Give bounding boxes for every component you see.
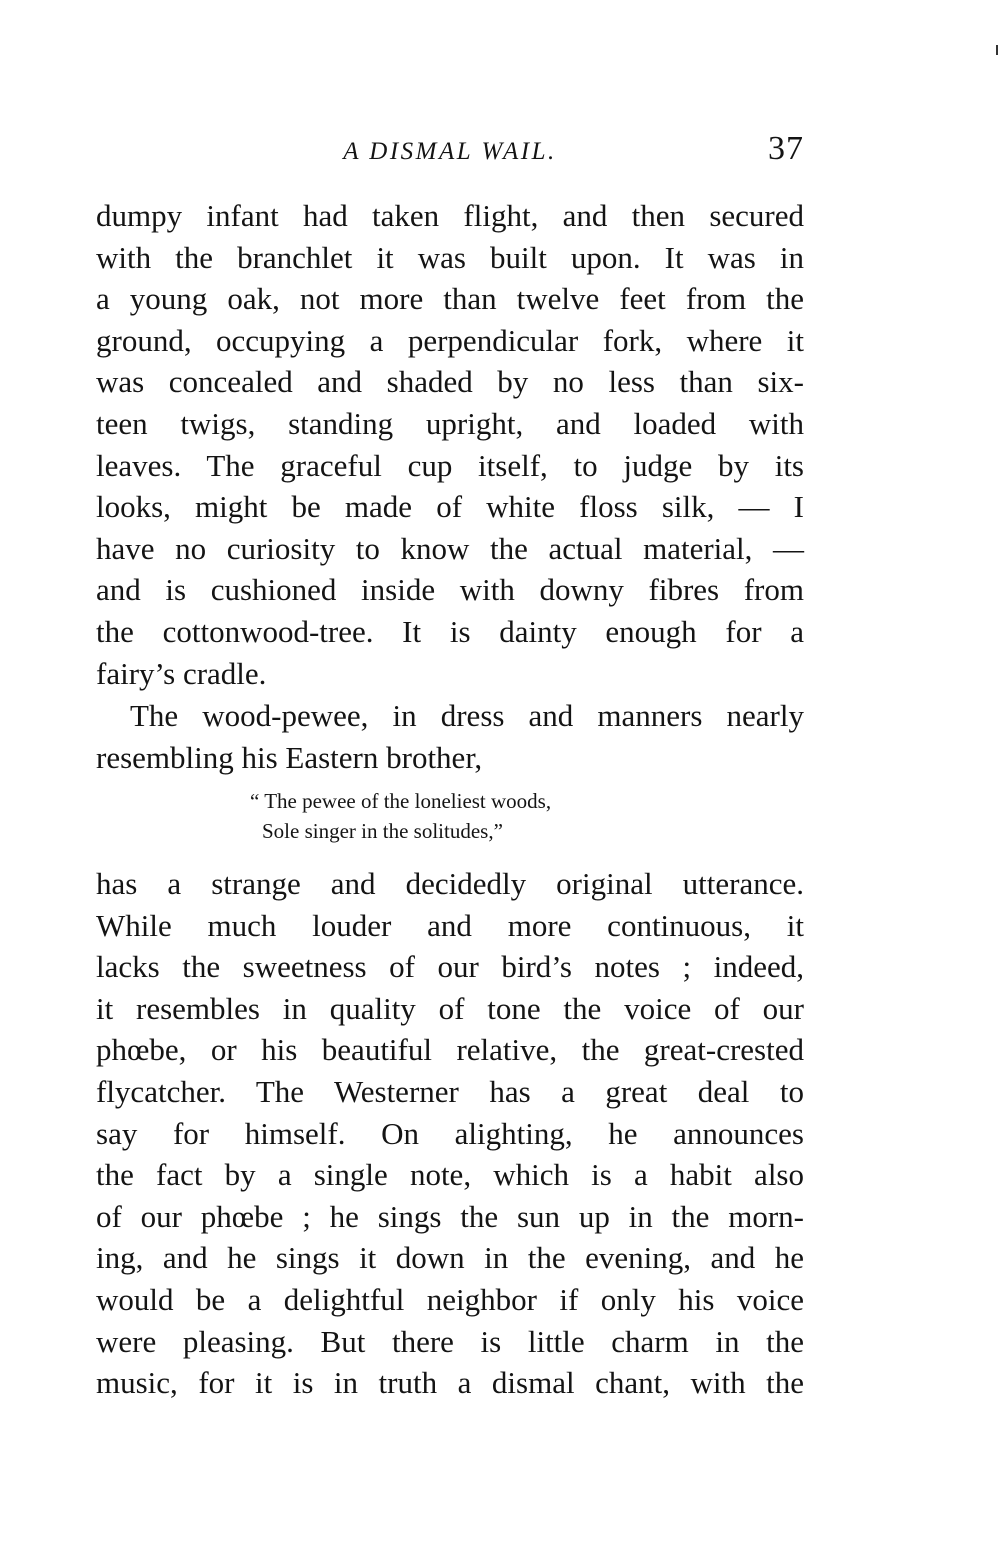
text-line: were pleasing. But there is little charm in the: [96, 1323, 804, 1359]
text-line: The wood-pewee, in dress and manners nearly: [130, 698, 804, 733]
text-line: music, for it is in truth a dismal chant, with the: [96, 1365, 804, 1401]
quote-line: “ The pewee of the loneliest woods,: [250, 789, 552, 813]
text-line: of our phœbe ; he sings the sun up in the morn-: [96, 1198, 804, 1234]
text-line: say for himself. On alighting, he announces: [96, 1115, 804, 1151]
text-line: ground, occupying a perpendicular fork, where it: [96, 322, 804, 358]
text-line: resembling his Eastern brother,: [96, 739, 483, 775]
text-line: lacks the sweetness of our bird’s notes ; indeed,: [96, 949, 804, 985]
text-line: dumpy infant had taken flight, and then secured: [96, 198, 804, 233]
text-line: the cottonwood-tree. It is dainty enough for a: [96, 613, 804, 649]
text-line: flycatcher. The Westerner has a great deal to: [96, 1073, 804, 1109]
text-line: phœbe, or his beautiful relative, the great-crested: [96, 1032, 804, 1068]
text-line: with the branchlet it was built upon. It was in: [96, 239, 804, 275]
text-line: While much louder and more continuous, it: [96, 907, 804, 943]
text-line: have no curiosity to know the actual material, —: [96, 530, 804, 566]
text-line: fairy’s cradle.: [96, 655, 267, 691]
page-number: 37: [768, 130, 804, 167]
verse-quotation: [250, 786, 551, 846]
text-line: leaves. The graceful cup itself, to judge by its: [96, 447, 804, 483]
text-line: teen twigs, standing upright, and loaded with: [96, 405, 804, 441]
text-line: looks, might be made of white floss silk, — I: [96, 489, 804, 525]
paragraph-continued: [96, 195, 804, 694]
text-line: would be a delightful neighbor if only his voice: [96, 1281, 804, 1317]
text-line: has a strange and decidedly original utterance.: [96, 866, 804, 901]
text-line: the fact by a single note, which is a habit also: [96, 1157, 804, 1193]
running-header: [96, 130, 804, 180]
quote-line: Sole singer in the solitudes,”: [262, 819, 503, 843]
text-line: a young oak, not more than twelve feet from the: [96, 281, 804, 317]
text-line: was concealed and shaded by no less than six-: [96, 364, 804, 400]
paragraph-wood-pewee-rest: [96, 863, 804, 1404]
paragraph-wood-pewee-intro: [96, 695, 804, 778]
text-line: it resembles in quality of tone the voice of our: [96, 990, 804, 1026]
text-line: ing, and he sings it down in the evening, and he: [96, 1240, 804, 1276]
text-line: and is cushioned inside with downy fibres from: [96, 572, 804, 608]
running-title: A DISMAL WAIL.: [343, 138, 557, 165]
scan-edge-mark: [996, 45, 998, 55]
